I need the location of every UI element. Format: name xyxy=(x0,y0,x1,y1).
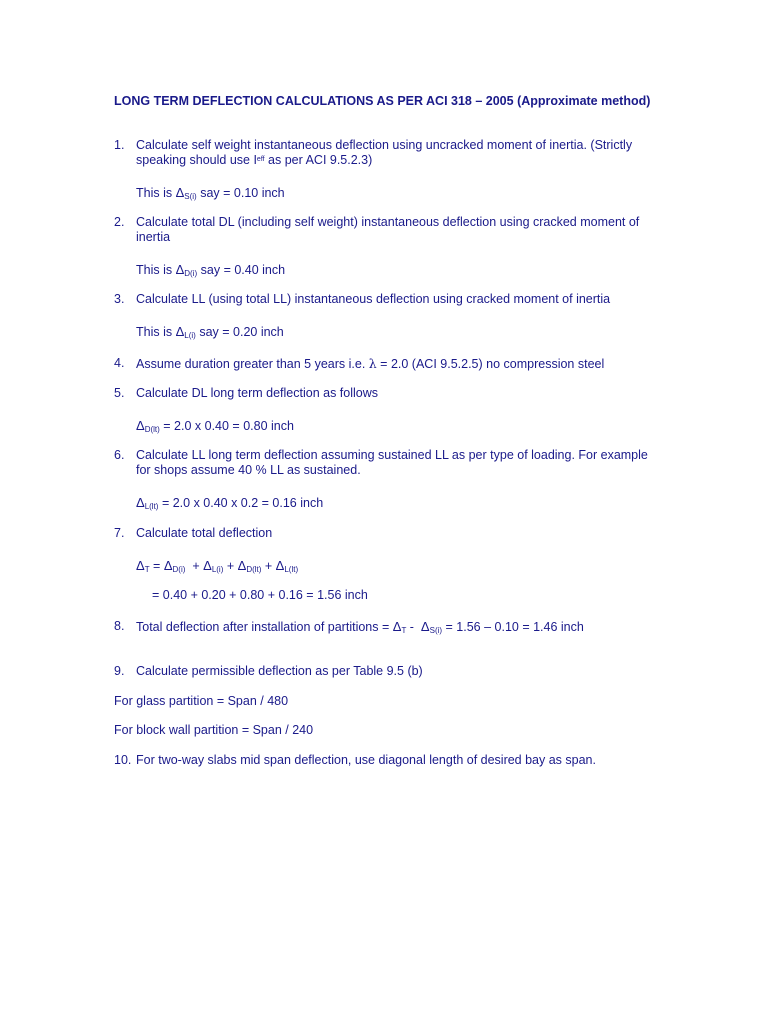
item8-post: = 1.56 – 0.10 = 1.46 inch xyxy=(442,620,584,634)
item5-eq-subscript: D(lt) xyxy=(144,425,160,434)
item5-equation xyxy=(136,418,294,434)
delta-symbol: Δ xyxy=(275,558,285,573)
item8-minus: - xyxy=(406,620,421,634)
lambda-symbol: λ xyxy=(368,356,377,371)
item10-line1: For two-way slabs mid span deflection, use diagonal length of desired bay as span. xyxy=(136,753,596,767)
item9-line1: Calculate permissible deflection as per Table 9.5 (b) xyxy=(136,664,423,678)
glass-partition-limit: For glass partition = Span / 480 xyxy=(114,694,289,708)
item3-result xyxy=(136,324,284,340)
item-number-3: 3. xyxy=(114,292,125,306)
delta-symbol: Δ xyxy=(392,619,402,634)
item1-line2-subscript: eff xyxy=(256,156,265,163)
item-number-6: 6. xyxy=(114,448,125,462)
item6-eq-subscript: L(lt) xyxy=(144,502,159,511)
document-title: LONG TERM DEFLECTION CALCULATIONS AS PER ACI 318 – 2005 (Approximate method) xyxy=(114,94,651,108)
item3-result-pre: This is xyxy=(136,325,176,339)
block-wall-partition-limit: For block wall partition = Span / 240 xyxy=(114,723,314,737)
item8-line1 xyxy=(136,619,584,635)
delta-symbol: Δ xyxy=(136,418,145,433)
delta-symbol: Δ xyxy=(237,558,247,573)
item7-sum: = 0.40 + 0.20 + 0.80 + 0.16 = 1.56 inch xyxy=(152,588,368,602)
item-number-7: 7. xyxy=(114,526,125,540)
item-number-2: 2. xyxy=(114,215,125,229)
item-number-8: 8. xyxy=(114,619,125,633)
item-number-9: 9. xyxy=(114,664,125,678)
item7-plus: + xyxy=(185,559,204,573)
item3-result-subscript: L(i) xyxy=(184,331,196,340)
item8-sub-si: S(i) xyxy=(429,626,443,635)
item-number-1: 1. xyxy=(114,138,125,152)
item1-result-pre: This is xyxy=(136,186,176,200)
delta-symbol: Δ xyxy=(203,558,212,573)
item2-line1: Calculate total DL (including self weight) instantaneous deflection using cracked moment of xyxy=(136,215,640,229)
item3-line1: Calculate LL (using total LL) instantaneous deflection using cracked moment of inertia xyxy=(136,292,611,306)
delta-symbol: Δ xyxy=(163,558,173,573)
item6-eq-post: = 2.0 x 0.40 x 0.2 = 0.16 inch xyxy=(158,496,324,510)
item7-sub-t: T xyxy=(144,565,150,574)
delta-symbol: Δ xyxy=(136,558,145,573)
item2-result xyxy=(136,262,285,278)
item7-sub-di: D(i) xyxy=(172,565,186,574)
item7-sub-li: L(i) xyxy=(211,565,224,574)
item7-plus: + xyxy=(261,559,276,573)
item7-plus: + xyxy=(223,559,238,573)
item6-line2: for shops assume 40 % LL as sustained. xyxy=(136,463,361,477)
delta-symbol: Δ xyxy=(175,262,185,277)
item7-equation xyxy=(136,558,298,574)
item1-line2 xyxy=(136,153,372,168)
item7-sub-dlt: D(lt) xyxy=(246,565,262,574)
item4-line1 xyxy=(136,356,604,372)
item-number-4: 4. xyxy=(114,356,125,370)
item2-result-subscript: D(i) xyxy=(184,269,198,278)
item3-result-post: say = 0.20 inch xyxy=(195,325,284,339)
item-number-5: 5. xyxy=(114,386,125,400)
item4-pre: Assume duration greater than 5 years i.e. xyxy=(136,357,369,371)
item1-line2-post: as per ACI 9.5.2.3) xyxy=(264,153,373,167)
item6-line1: Calculate LL long term deflection assuming sustained LL as per type of loading. For example xyxy=(136,448,648,462)
item8-pre: Total deflection after installation of partitions = xyxy=(136,620,393,634)
delta-symbol: Δ xyxy=(175,324,185,339)
item8-sub-t: T xyxy=(401,626,407,635)
item5-eq-post: = 2.0 x 0.40 = 0.80 inch xyxy=(159,419,294,433)
delta-symbol: Δ xyxy=(175,185,185,200)
delta-symbol: Δ xyxy=(136,495,145,510)
item1-line1: Calculate self weight instantaneous deflection using uncracked moment of inertia. (Strictly xyxy=(136,138,633,152)
item1-line2-pre: speaking should use I xyxy=(136,153,257,167)
item1-result-subscript: S(i) xyxy=(184,192,197,201)
delta-symbol: Δ xyxy=(420,619,430,634)
item2-result-pre: This is xyxy=(136,263,176,277)
item7-line1: Calculate total deflection xyxy=(136,526,273,540)
item-number-10: 10. xyxy=(114,753,132,767)
item2-line2: inertia xyxy=(136,230,171,244)
item5-line1: Calculate DL long term deflection as follows xyxy=(136,386,379,400)
item6-equation xyxy=(136,495,323,511)
item4-post: = 2.0 (ACI 9.5.2.5) no compression steel xyxy=(376,357,605,371)
item2-result-post: say = 0.40 inch xyxy=(197,263,286,277)
item1-result-post: say = 0.10 inch xyxy=(196,186,285,200)
item1-result xyxy=(136,185,285,201)
item7-sub-llt: L(lt) xyxy=(284,565,299,574)
item7-equals: = xyxy=(149,559,164,573)
